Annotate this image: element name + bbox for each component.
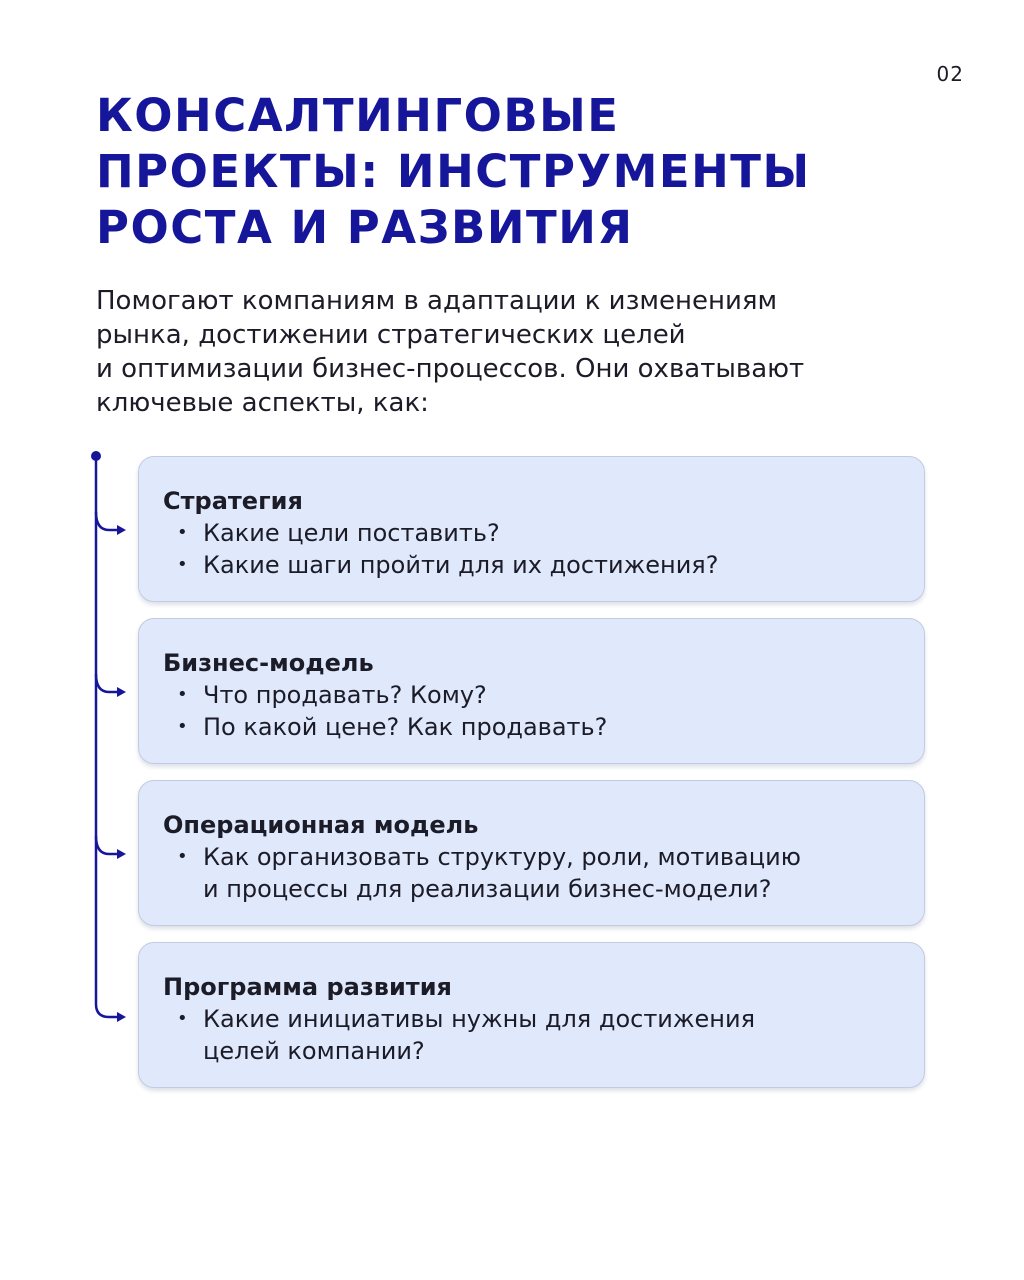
title-line: РОСТА И РАЗВИТИЯ (96, 201, 634, 254)
bullet-item (163, 841, 900, 905)
bullet-text: • Что продавать? Кому? (203, 681, 487, 709)
bullet-item (163, 679, 900, 711)
title-line: КОНСАЛТИНГОВЫЕ (96, 89, 620, 142)
intro-line: Помогают компаниям в адаптации к изменениям (96, 286, 778, 316)
intro-line: и оптимизации бизнес-процессов. Они охватывают (96, 354, 805, 384)
bullet-list (163, 679, 900, 743)
intro-line: рынка, достижении стратегических целей (96, 320, 686, 350)
card-heading: Программа развития (163, 973, 452, 1001)
bullet-text: • Как организовать структуру, роли, мотивацию (203, 843, 801, 871)
bullet-text: и процессы для реализации бизнес-модели? (203, 875, 772, 903)
bullet-item (163, 711, 900, 743)
bullet-text: • По какой цене? Как продавать? (203, 713, 608, 741)
bullet-text: • Какие шаги пройти для их достижения? (203, 551, 719, 579)
card-heading: Бизнес-модель (163, 649, 374, 677)
card-operating-model (138, 780, 925, 926)
bullet-list (163, 841, 900, 905)
bullet-text: целей компании? (203, 1037, 425, 1065)
intro-paragraph (96, 284, 956, 420)
intro-line: ключевые аспекты, как: (96, 388, 429, 418)
bullet-item (163, 549, 900, 581)
bullet-list (163, 1003, 900, 1067)
card-development-program (138, 942, 925, 1088)
card-business-model (138, 618, 925, 764)
page-number: 02 (936, 62, 964, 86)
bullet-text: • Какие цели поставить? (203, 519, 500, 547)
card-heading: Стратегия (163, 487, 303, 515)
timeline-arrow-icon (88, 448, 134, 1048)
card-heading: Операционная модель (163, 811, 479, 839)
bullet-text: • Какие инициативы нужны для достижения (203, 1005, 756, 1033)
title-line: ПРОЕКТЫ: ИНСТРУМЕНТЫ (96, 145, 811, 198)
page-title (96, 88, 976, 256)
bullet-list (163, 517, 900, 581)
bullet-item (163, 1003, 900, 1067)
bullet-item (163, 517, 900, 549)
card-strategy (138, 456, 925, 602)
